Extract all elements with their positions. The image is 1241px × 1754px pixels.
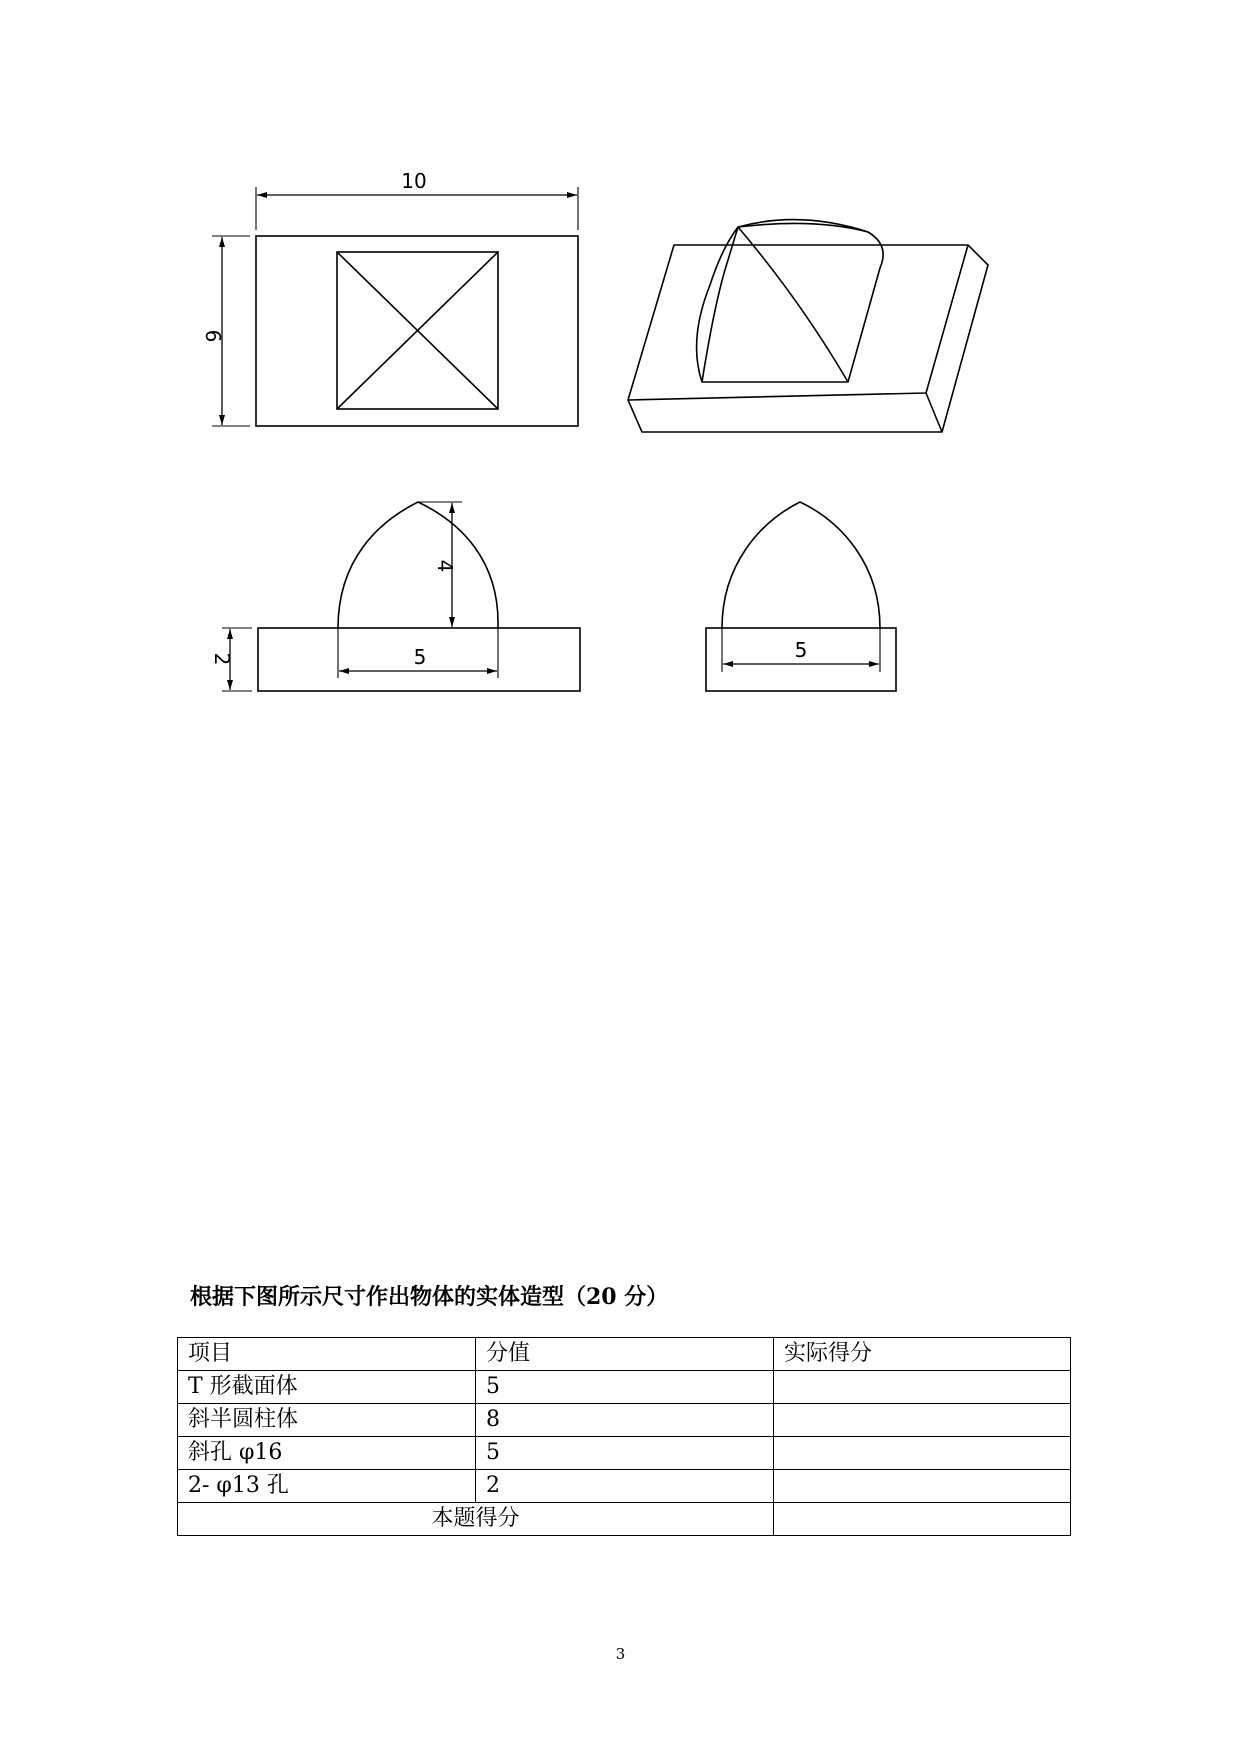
header-actual: 实际得分 [774, 1338, 1071, 1371]
iso-dome-ridge [738, 223, 868, 232]
technical-drawing [0, 0, 1241, 760]
row-actual[interactable] [774, 1437, 1071, 1470]
row-actual[interactable] [774, 1404, 1071, 1437]
score-table [177, 1337, 1071, 1536]
page-number: 3 [615, 1645, 626, 1663]
header-score: 分值 [476, 1338, 774, 1371]
row-item: 2- φ13 孔 [178, 1470, 476, 1503]
row-item: 斜半圆柱体 [178, 1404, 476, 1437]
row-item: T 形截面体 [178, 1371, 476, 1404]
isometric-view [628, 220, 988, 432]
side-view-span-label: 5 [794, 638, 808, 662]
front-view-arch [338, 502, 498, 628]
front-view-span-label: 5 [413, 645, 427, 669]
row-score: 5 [476, 1437, 774, 1470]
top-view-width-label: 10 [401, 169, 427, 193]
row-actual[interactable] [774, 1470, 1071, 1503]
table-header-row [178, 1338, 1071, 1371]
question-heading: 根据下图所示尺寸作出物体的实体造型（20 分） [190, 1284, 669, 1310]
iso-dome-outline [697, 220, 884, 382]
table-row [178, 1371, 1071, 1404]
row-score: 8 [476, 1404, 774, 1437]
total-value[interactable] [774, 1503, 1071, 1536]
side-view [706, 502, 896, 691]
table-row [178, 1470, 1071, 1503]
row-actual[interactable] [774, 1371, 1071, 1404]
total-label: 本题得分 [178, 1503, 774, 1536]
iso-dome-face-edge [702, 227, 738, 382]
row-item: 斜孔 φ16 [178, 1437, 476, 1470]
front-view-base-label: 2 [210, 652, 234, 666]
table-total-row [178, 1503, 1071, 1536]
side-view-arch [722, 502, 880, 628]
top-view-depth-label: 6 [201, 329, 225, 343]
table-row [178, 1437, 1071, 1470]
iso-base-front-vertical-edge [926, 393, 942, 432]
front-view-height-label: 4 [433, 559, 457, 573]
iso-base-top-front-edge [628, 245, 968, 400]
iso-dome-arc-edge [738, 227, 848, 382]
row-score: 5 [476, 1371, 774, 1404]
top-view [212, 187, 578, 426]
table-row [178, 1404, 1071, 1437]
iso-base-outline [628, 245, 988, 432]
front-view [222, 502, 580, 691]
row-score: 2 [476, 1470, 774, 1503]
header-item: 项目 [178, 1338, 476, 1371]
